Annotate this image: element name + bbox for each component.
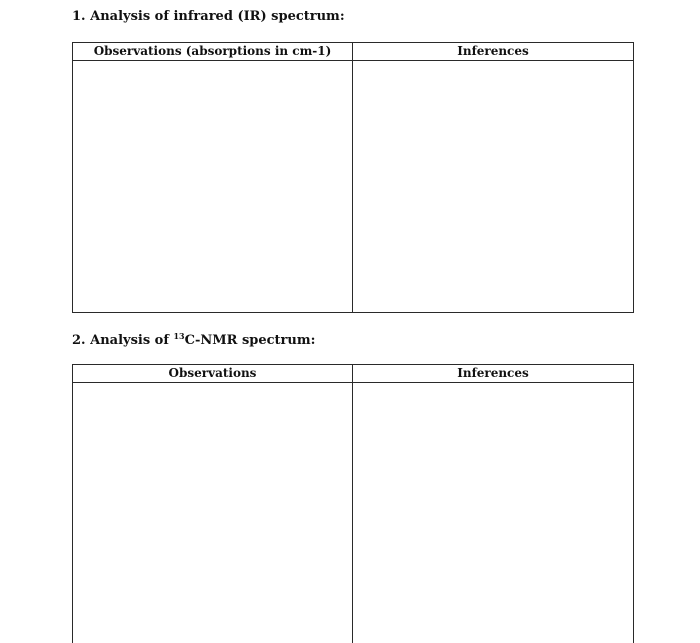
nmr-observations-cell[interactable] — [73, 383, 353, 643]
ir-analysis-table — [72, 42, 634, 313]
nmr-isotope-superscript: 13 — [173, 331, 184, 341]
ir-section-heading — [72, 9, 345, 24]
nmr-observations-header: Observations — [73, 365, 353, 383]
ir-inferences-header: Inferences — [353, 43, 634, 61]
ir-observations-header: Observations (absorptions in cm-1) — [73, 43, 353, 61]
nmr-inferences-cell[interactable] — [353, 383, 634, 643]
ir-section-title: Analysis of infrared (IR) spectrum: — [90, 9, 345, 24]
nmr-section-heading — [72, 331, 315, 348]
ir-inferences-cell[interactable] — [353, 61, 634, 313]
ir-table-header-row — [73, 43, 634, 61]
nmr-section-title-prefix: Analysis of — [90, 333, 169, 348]
ir-table-answer-row — [73, 61, 634, 313]
nmr-table-answer-row — [73, 383, 634, 643]
nmr-analysis-table — [72, 364, 634, 643]
nmr-section-title-suffix: C-NMR spectrum: — [185, 333, 316, 348]
nmr-inferences-header: Inferences — [353, 365, 634, 383]
nmr-section-number: 2. — [72, 333, 86, 348]
ir-observations-cell[interactable] — [73, 61, 353, 313]
ir-section-number: 1. — [72, 9, 86, 24]
nmr-table-header-row — [73, 365, 634, 383]
